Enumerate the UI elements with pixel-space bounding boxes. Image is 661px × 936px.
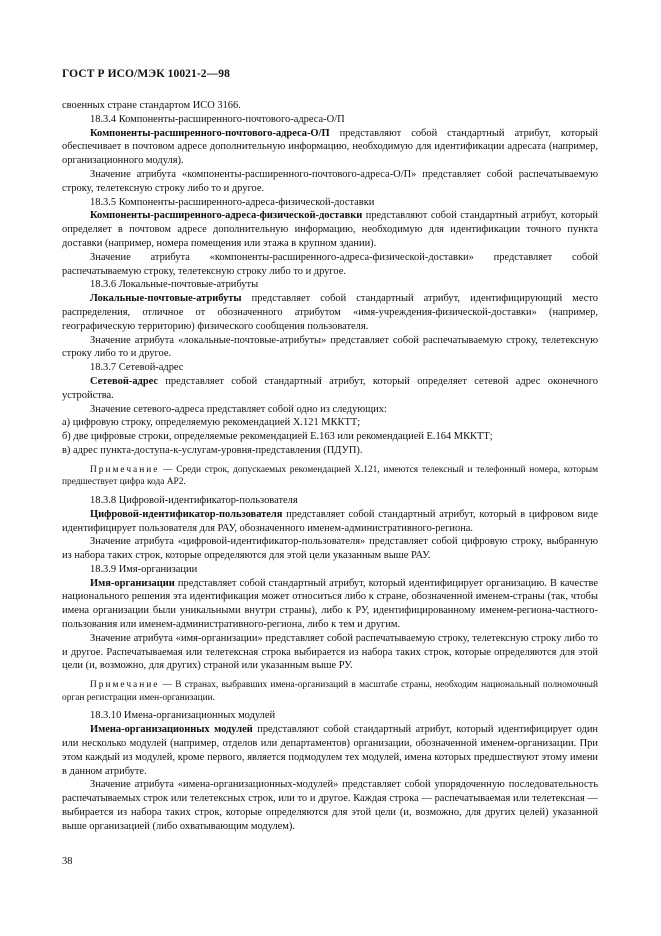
document-body: [62, 99, 598, 834]
term: Цифровой-идентификатор-пользователя: [90, 508, 283, 520]
note-label: Примечание: [90, 680, 160, 691]
paragraph: Значение атрибута «компоненты-расширенного-адреса-физической-доставки» представляет собой распечатываемую строку, телетексную строку либо то и другое.: [62, 251, 598, 277]
note-text: — В странах, выбравших имена-организаций в масштабе страны, необходим национальный полномочный орган регистрации имен-организации.: [62, 680, 598, 703]
paragraph: [62, 723, 598, 778]
paragraph: [62, 577, 598, 632]
note-text: — Среди строк, допускаемых рекомендацией X.121, имеются телексный и телефонный номера, которым предшествует цифра кода AP2.: [62, 464, 598, 488]
paragraph: Значение атрибута «имя-организации» представляет собой распечатываемую строку, телетексную строку либо то и другое. Распечатываемая или телетексная строка выбирается из набора таких строк, которые определяются для этой цели (и, возможно, для других) страной или указанным выше РУ.: [62, 632, 598, 672]
paragraph: Значение сетевого-адреса представляет собой одно из следующих:: [90, 403, 387, 415]
term: Сетевой-адрес: [90, 375, 159, 387]
note-label: Примечание: [90, 464, 160, 475]
paragraph: [62, 375, 598, 403]
paragraph: Значение атрибута «компоненты-расширенного-почтового-адреса-О/П» представляет собой распечатываемую строку, телетексную строку либо то и другое.: [62, 168, 598, 194]
term: Компоненты-расширенного-адреса-физической-доставки: [90, 210, 363, 222]
paragraph-text: представляет собой стандартный атрибут, который в цифровом виде идентифицирует пользователя для РАУ, обозначенного именем-административного-региона.: [62, 508, 598, 534]
section-heading-18-3-9: 18.3.9 Имя-организации: [90, 563, 198, 575]
paragraph-text: представляют собой стандартный атрибут, который обеспечивает в почтовом адресе дополнительную информацию, необходимую для идентификации адресата (например, организационного модуля).: [62, 127, 598, 167]
paragraph-text: представляют собой стандартный атрибут, который определяет в почтовом адресе дополнительную информацию, необходимую для идентификации точного пункта доставки (например, номера помещения или этажа в крупном здании).: [62, 210, 598, 249]
section-heading-18-3-7: 18.3.7 Сетевой-адрес: [90, 362, 184, 374]
section-heading-18-3-5: 18.3.5 Компоненты-расширенного-адреса-физической-доставки: [90, 196, 375, 208]
term: Имя-организации: [90, 577, 175, 589]
paragraph: [62, 127, 598, 168]
paragraph-text: представляет собой стандартный атрибут, который идентифицирует организацию. В качестве национального решения эта идентификация может относиться либо к стране, обозначенной именем-страны (так, чтобы имена организации были уникальными внутри страны), либо к РУ, идентифицированному именем-региона-частного-пользования или именем-административного-региона, либо к тем и другим.: [62, 577, 598, 631]
list-item: а) цифровую строку, определяемую рекомендацией X.121 МККТТ;: [62, 417, 361, 429]
paragraph: Значение атрибута «имена-организационных-модулей» представляет собой упорядоченную последовательность распечатываемых строк или телетексных строк, или то и другое. Каждая строка — распечатываемая или телетексная — выбирается из набора таких строк, которые определяются для этой цели (и, возможно, для других целей) указанной выше организацией (либо охватывающим модулем).: [62, 779, 598, 832]
paragraph: Значение атрибута «цифровой-идентификатор-пользователя» представляет собой цифровую строку, выбранную из набора таких строк, которые определяются для этой цели указанным выше РАУ.: [62, 536, 598, 562]
paragraph: [62, 209, 598, 250]
paragraph-text: представляют собой стандартный атрибут, который идентифицирует один или несколько модулей (например, отделов или департаментов) организации, обозначенной именем-организации. При этом каждый из модулей, кроме первого, является подмодулем тех модулей, имена которых предшествуют этому имени в данном атрибуте.: [62, 724, 598, 777]
section-heading-18-3-8: 18.3.8 Цифровой-идентификатор-пользователя: [90, 494, 298, 506]
section-heading-18-3-4: 18.3.4 Компоненты-расширенного-почтового-адреса-О/П: [90, 113, 345, 125]
note: [62, 464, 598, 489]
page-number: 38: [62, 856, 73, 867]
document-header: ГОСТ Р ИСО/МЭК 10021-2—98: [62, 68, 230, 80]
list-item: в) адрес пункта-доступа-к-услугам-уровня-представления (ПДУП).: [62, 444, 363, 456]
paragraph-continuation: своенных стране стандартом ИСО 3166.: [62, 100, 241, 111]
term: Компоненты-расширенного-почтового-адреса-О/П: [90, 127, 330, 139]
list-item: б) две цифровые строки, определяемые рекомендацией E.163 или рекомендацией E.164 МККТТ;: [62, 431, 493, 443]
note: [62, 679, 598, 704]
term: Имена-организационных модулей: [90, 724, 253, 736]
section-heading-18-3-6: 18.3.6 Локальные-почтовые-атрибуты: [90, 279, 259, 291]
paragraph: [62, 508, 598, 536]
paragraph: Значение атрибута «локальные-почтовые-атрибуты» представляет собой распечатываемую строку, телетексную строку либо то и другое.: [62, 334, 598, 360]
paragraph: [62, 292, 598, 333]
section-heading-18-3-10: 18.3.10 Имена-организационных модулей: [90, 710, 276, 722]
term: Локальные-почтовые-атрибуты: [90, 293, 242, 305]
paragraph-text: представляет собой стандартный атрибут, идентифицирующий место распределения, отличное от обозначенного атрибутом «имя-учреждения-физической-доставки» (например, географическую территорию) физического сообщения пользователя.: [62, 293, 598, 332]
paragraph-text: представляет собой стандартный атрибут, который определяет сетевой адрес оконечного устройства.: [62, 375, 598, 401]
